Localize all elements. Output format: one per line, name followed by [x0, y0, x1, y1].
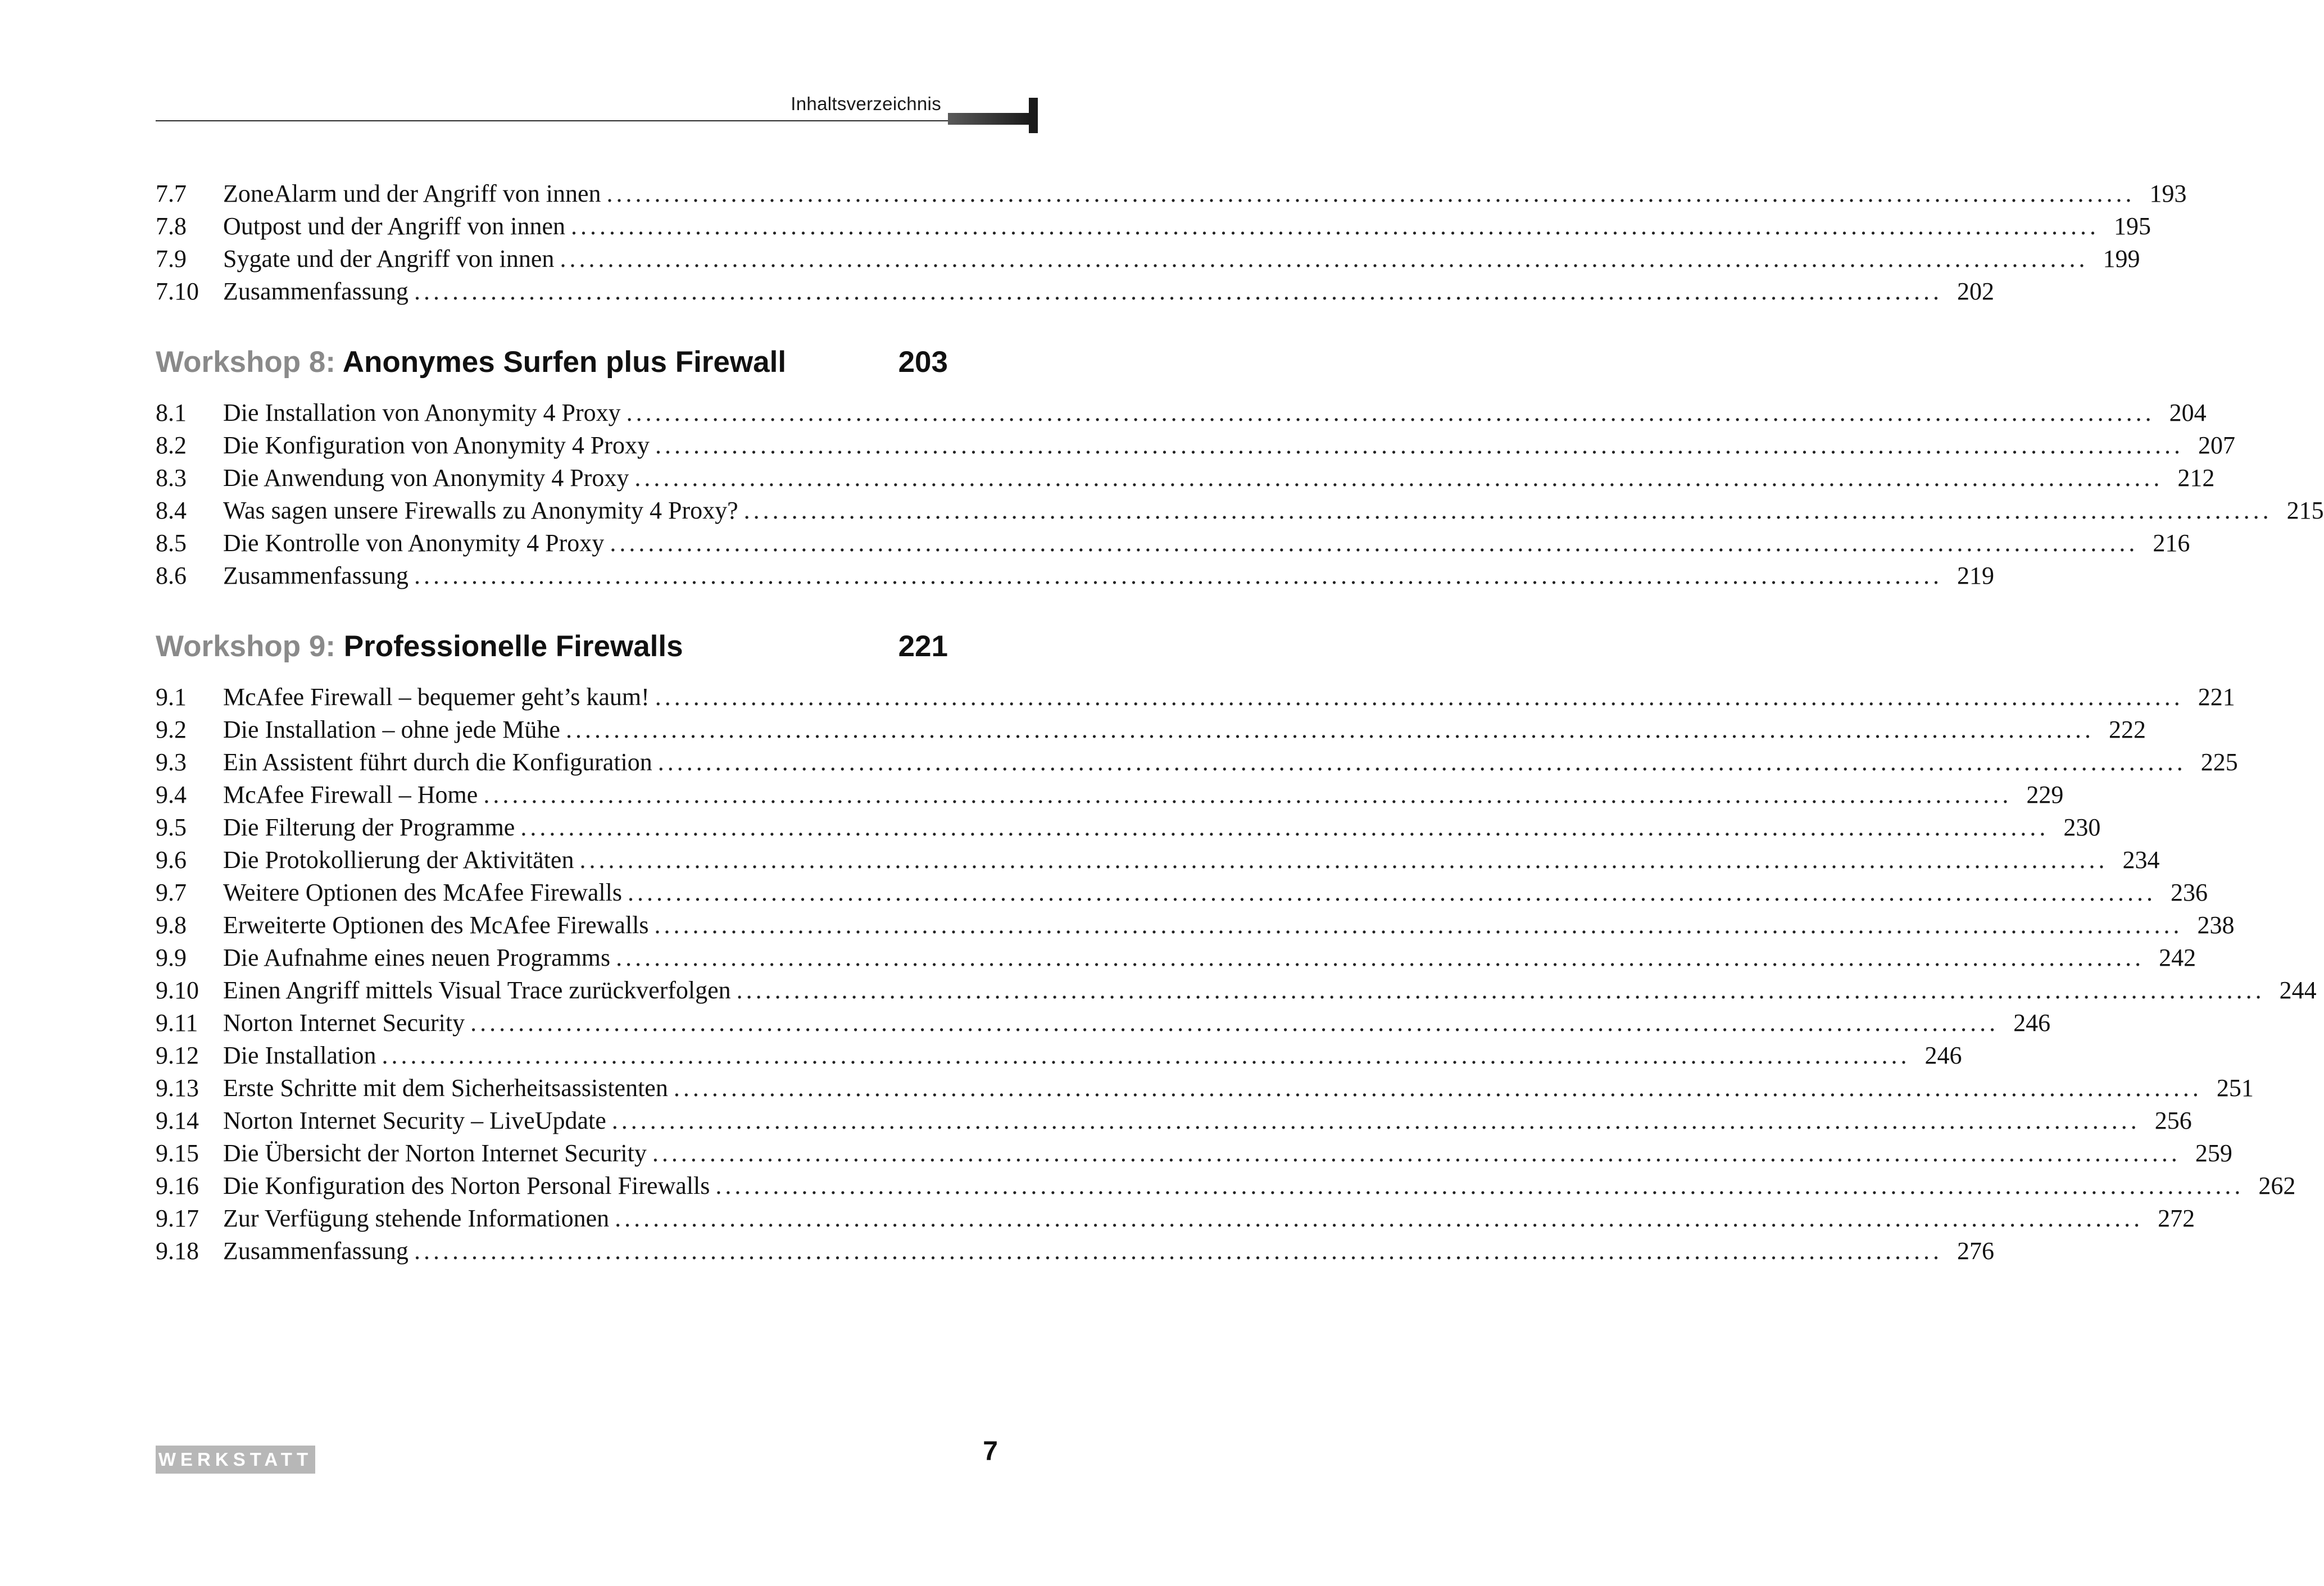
- entry-number: 7.9: [156, 245, 187, 272]
- table-of-contents: [156, 178, 2324, 1267]
- workshop-heading-text: [156, 343, 786, 382]
- dot-leader: ................................................................................................................................................................: [382, 1042, 1910, 1069]
- entry-title: Die Übersicht der Norton Internet Security: [223, 1139, 647, 1167]
- toc-entry[interactable]: [156, 527, 2190, 560]
- dot-leader: ................................................................................................................................................................: [654, 911, 2183, 939]
- toc-entry[interactable]: [156, 1007, 2051, 1039]
- entry-page: 222: [2108, 716, 2146, 743]
- entry-title: Die Installation – ohne jede Mühe: [223, 716, 560, 743]
- entry-page: 276: [1957, 1237, 1994, 1265]
- entry-page: 215: [2286, 497, 2324, 524]
- entry-page: 272: [2158, 1205, 2195, 1232]
- running-header: Inhaltsverzeichnis: [791, 93, 941, 114]
- entry-title: Die Konfiguration von Anonymity 4 Proxy: [223, 431, 650, 459]
- entry-number: 9.6: [156, 846, 187, 874]
- toc-entry[interactable]: [156, 746, 2238, 779]
- dot-leader: ................................................................................................................................................................: [565, 716, 2094, 743]
- entry-title: Die Anwendung von Anonymity 4 Proxy: [223, 464, 629, 492]
- entry-page: 221: [2198, 683, 2235, 711]
- entry-page: 256: [2154, 1107, 2192, 1134]
- entry-number: 9.13: [156, 1074, 199, 1102]
- workshop-heading[interactable]: [156, 343, 948, 382]
- entry-number: 9.5: [156, 814, 187, 841]
- dot-leader: ................................................................................................................................................................: [655, 683, 2184, 711]
- entry-number: 9.3: [156, 748, 187, 776]
- toc-section-workshop-9: [156, 627, 2317, 1267]
- toc-entry[interactable]: [156, 1105, 2192, 1137]
- dot-leader: ................................................................................................................................................................: [520, 814, 2049, 841]
- entry-title: Zusammenfassung: [223, 278, 408, 305]
- entry-title: Outpost und der Angriff von innen: [223, 212, 566, 240]
- entry-title: Weitere Optionen des McAfee Firewalls: [223, 879, 622, 906]
- entry-title: Erste Schritte mit dem Sicherheitsassistenten: [223, 1074, 668, 1102]
- toc-entry[interactable]: [156, 681, 2235, 714]
- entry-number: 9.9: [156, 944, 187, 971]
- entry-title: Die Filterung der Programme: [223, 814, 515, 841]
- workshop-label: Workshop 8:: [156, 346, 335, 379]
- entry-number: 9.15: [156, 1139, 199, 1167]
- page-number: 7: [983, 1437, 998, 1466]
- entry-number: 8.4: [156, 497, 187, 524]
- toc-entry[interactable]: [156, 210, 2151, 243]
- dot-leader: ................................................................................................................................................................: [657, 748, 2186, 776]
- toc-entry[interactable]: [156, 844, 2160, 876]
- toc-entry[interactable]: [156, 1072, 2254, 1105]
- entry-page: 204: [2169, 399, 2207, 426]
- dot-leader: ................................................................................................................................................................: [652, 1139, 2181, 1167]
- toc-entry[interactable]: [156, 876, 2208, 909]
- workshop-title: Professionelle Firewalls: [343, 630, 683, 663]
- dot-leader: ................................................................................................................................................................: [655, 431, 2184, 459]
- entry-number: 9.10: [156, 976, 199, 1004]
- entry-page: 199: [2103, 245, 2140, 272]
- dot-leader: ................................................................................................................................................................: [579, 846, 2108, 874]
- entry-number: 9.12: [156, 1042, 199, 1069]
- toc-entry[interactable]: [156, 1235, 1994, 1267]
- workshop-page: 221: [898, 630, 948, 663]
- workshop-label: Workshop 9:: [156, 630, 335, 663]
- entry-number: 8.3: [156, 464, 187, 492]
- workshop-title: Anonymes Surfen plus Firewall: [342, 346, 787, 379]
- toc-entry[interactable]: [156, 779, 2064, 811]
- entry-number: 9.8: [156, 911, 187, 939]
- dot-leader: ................................................................................................................................................................: [483, 781, 2012, 808]
- entry-page: 193: [2149, 180, 2187, 207]
- toc-entry[interactable]: [156, 1039, 1962, 1072]
- entry-title: Norton Internet Security: [223, 1009, 465, 1037]
- toc-entry[interactable]: [156, 1202, 2195, 1235]
- entry-page: 229: [2026, 781, 2064, 808]
- entry-title: Die Installation von Anonymity 4 Proxy: [223, 399, 621, 426]
- workshop-page: 203: [898, 346, 948, 379]
- dot-leader: ................................................................................................................................................................: [628, 879, 2156, 906]
- entry-title: Die Protokollierung der Aktivitäten: [223, 846, 574, 874]
- dot-leader: ................................................................................................................................................................: [715, 1172, 2244, 1199]
- toc-entry[interactable]: [156, 1170, 2296, 1202]
- dot-leader: ................................................................................................................................................................: [616, 944, 2145, 971]
- toc-entry[interactable]: [156, 494, 2324, 527]
- dot-leader: ................................................................................................................................................................: [470, 1009, 1999, 1037]
- entry-title: ZoneAlarm und der Angriff von innen: [223, 180, 601, 207]
- toc-entry[interactable]: [156, 1137, 2232, 1170]
- entry-title: Zur Verfügung stehende Informationen: [223, 1205, 610, 1232]
- header-tab-marker: [1029, 98, 1038, 133]
- entry-page: 238: [2197, 911, 2235, 939]
- entry-number: 9.14: [156, 1107, 199, 1134]
- entry-title: Erweiterte Optionen des McAfee Firewalls: [223, 911, 649, 939]
- entry-title: Ein Assistent führt durch die Konfiguration: [223, 748, 652, 776]
- dot-leader: ................................................................................................................................................................: [571, 212, 2100, 240]
- toc-section-7: [156, 178, 2187, 308]
- toc-entry[interactable]: [156, 909, 2235, 942]
- dot-leader: ................................................................................................................................................................: [414, 1237, 1942, 1265]
- entry-page: 212: [2177, 464, 2215, 492]
- entry-title: Die Kontrolle von Anonymity 4 Proxy: [223, 529, 605, 557]
- toc-entry[interactable]: [156, 397, 2207, 429]
- toc-entry[interactable]: [156, 714, 2146, 746]
- entry-number: 8.6: [156, 562, 187, 589]
- entry-title: Die Konfiguration des Norton Personal Firewalls: [223, 1172, 710, 1199]
- dot-leader: ................................................................................................................................................................: [615, 1205, 2144, 1232]
- entry-page: 262: [2258, 1172, 2296, 1199]
- dot-leader: ................................................................................................................................................................: [611, 1107, 2140, 1134]
- entry-title: Die Installation: [223, 1042, 376, 1069]
- workshop-heading[interactable]: [156, 627, 948, 666]
- entry-number: 7.7: [156, 180, 187, 207]
- dot-leader: ................................................................................................................................................................: [560, 245, 2089, 272]
- entry-page: 225: [2200, 748, 2238, 776]
- workshop-heading-text: [156, 627, 683, 666]
- dot-leader: ................................................................................................................................................................: [606, 180, 2135, 207]
- entry-page: 246: [1924, 1042, 1962, 1069]
- dot-leader: ................................................................................................................................................................: [634, 464, 2163, 492]
- header-bar-marker: [948, 113, 1030, 125]
- entry-title: Zusammenfassung: [223, 562, 408, 589]
- dot-leader: ................................................................................................................................................................: [610, 529, 2139, 557]
- entry-title: Sygate und der Angriff von innen: [223, 245, 555, 272]
- entry-number: 7.10: [156, 278, 199, 305]
- entry-title: Die Aufnahme eines neuen Programms: [223, 944, 611, 971]
- entry-number: 9.1: [156, 683, 187, 711]
- entry-page: 202: [1957, 278, 1994, 305]
- entry-page: 251: [2216, 1074, 2254, 1102]
- entry-page: 207: [2198, 431, 2235, 459]
- entry-page: 195: [2114, 212, 2151, 240]
- werkstatt-badge: WERKSTATT: [156, 1446, 315, 1474]
- entry-page: 230: [2063, 814, 2101, 841]
- entry-title: Einen Angriff mittels Visual Trace zurückverfolgen: [223, 976, 731, 1004]
- toc-entry[interactable]: [156, 429, 2235, 462]
- toc-section-workshop-8: [156, 343, 2324, 592]
- toc-entry[interactable]: [156, 974, 2317, 1007]
- entry-number: 9.4: [156, 781, 187, 808]
- entry-number: 9.17: [156, 1205, 199, 1232]
- dot-leader: ................................................................................................................................................................: [736, 976, 2265, 1004]
- dot-leader: ................................................................................................................................................................: [626, 399, 2155, 426]
- entry-number: 9.2: [156, 716, 187, 743]
- entry-title: McAfee Firewall – Home: [223, 781, 478, 808]
- header-rule: [156, 120, 948, 121]
- toc-entry[interactable]: [156, 243, 2140, 275]
- entry-number: 7.8: [156, 212, 187, 240]
- entry-page: 234: [2122, 846, 2160, 874]
- dot-leader: ................................................................................................................................................................: [414, 562, 1942, 589]
- entry-title: Was sagen unsere Firewalls zu Anonymity 4 Proxy?: [223, 497, 738, 524]
- entry-page: 236: [2171, 879, 2208, 906]
- entry-page: 216: [2153, 529, 2190, 557]
- entry-number: 9.7: [156, 879, 187, 906]
- entry-number: 9.11: [156, 1009, 198, 1037]
- entry-number: 9.16: [156, 1172, 199, 1199]
- entry-number: 8.5: [156, 529, 187, 557]
- entry-number: 8.1: [156, 399, 187, 426]
- entry-page: 219: [1957, 562, 1994, 589]
- dot-leader: ................................................................................................................................................................: [673, 1074, 2202, 1102]
- toc-entry[interactable]: [156, 275, 1994, 308]
- dot-leader: ................................................................................................................................................................: [743, 497, 2272, 524]
- entry-title: Norton Internet Security – LiveUpdate: [223, 1107, 606, 1134]
- entry-title: McAfee Firewall – bequemer geht’s kaum!: [223, 683, 650, 711]
- toc-entry[interactable]: [156, 560, 1994, 592]
- toc-entry[interactable]: [156, 462, 2215, 494]
- toc-entry[interactable]: [156, 178, 2187, 210]
- entry-title: Zusammenfassung: [223, 1237, 408, 1265]
- entry-number: 9.18: [156, 1237, 199, 1265]
- entry-number: 8.2: [156, 431, 187, 459]
- toc-entry[interactable]: [156, 811, 2101, 844]
- toc-entry[interactable]: [156, 942, 2196, 974]
- entry-page: 246: [2013, 1009, 2051, 1037]
- entry-page: 259: [2195, 1139, 2232, 1167]
- entry-page: 242: [2159, 944, 2196, 971]
- dot-leader: ................................................................................................................................................................: [414, 278, 1942, 305]
- entry-page: 244: [2279, 976, 2317, 1004]
